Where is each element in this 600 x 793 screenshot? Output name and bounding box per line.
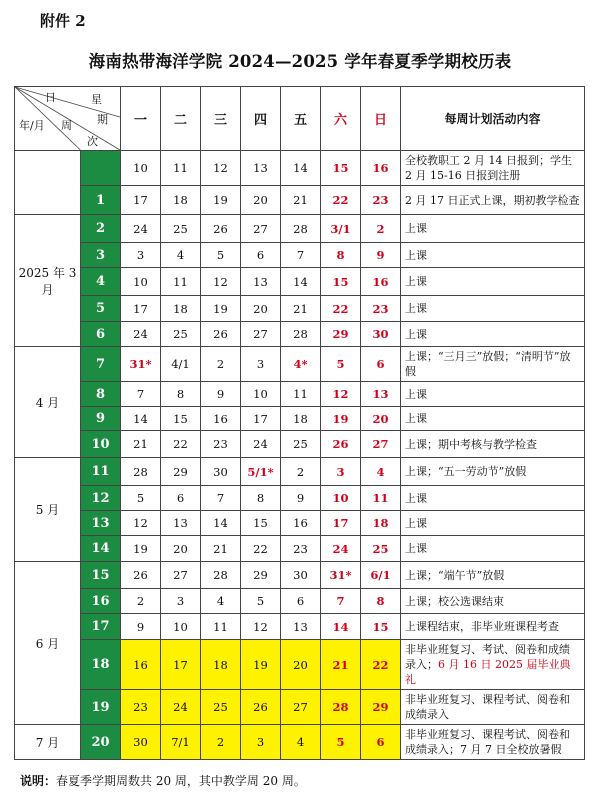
day-cell: 14 [281,151,321,186]
day-cell: 26 [121,562,161,589]
day-cell: 26 [321,431,361,458]
table-row [15,407,585,431]
table-row [15,640,585,690]
activity-text: 非毕业班复习、考试、阅卷和成绩录入； [405,643,570,671]
week-number-cell: 11 [81,458,121,486]
week-number-cell: 10 [81,431,121,458]
day-cell: 2 [201,725,241,760]
day-cell: 27 [161,562,201,589]
activity-text: 2 月 17 日正式上课，期初教学检查 [405,193,580,207]
corner-xing: 星 [91,93,102,106]
activity-cell [401,562,585,589]
day-cell: 9 [201,382,241,407]
table-row [15,589,585,614]
activity-cell [401,186,585,215]
day-cell: 30 [201,458,241,486]
day-cell: 5 [201,243,241,268]
month-cell [15,151,81,215]
day-cell: 4/1 [161,347,201,382]
week-number-cell: 16 [81,589,121,614]
day-cell: 16 [361,151,401,186]
activity-text: 上课 [405,222,427,235]
week-number-cell [81,151,121,186]
week-number-cell: 17 [81,614,121,640]
day-cell: 13 [161,511,201,536]
table-row [15,614,585,640]
day-cell: 7/1 [161,725,201,760]
day-cell: 2 [201,347,241,382]
week-number-cell: 3 [81,243,121,268]
day-cell: 28 [321,690,361,725]
activity-text: 非毕业班复习、课程考试、阅卷和成绩录入；7 月 7 日全校放暑假 [405,728,570,756]
header-row [15,87,585,151]
day-cell: 14 [321,614,361,640]
day-cell: 28 [281,322,321,347]
day-cell: 13 [241,151,281,186]
corner-ri: 日 [45,91,56,104]
day-cell: 4 [281,725,321,760]
day-cell: 4* [281,347,321,382]
day-cell: 4 [201,589,241,614]
month-cell: 5 月 [15,458,81,562]
day-cell: 18 [281,407,321,431]
day-cell: 9 [281,486,321,511]
day-cell: 23 [361,186,401,215]
day-cell: 28 [121,458,161,486]
day-cell: 2 [121,589,161,614]
day-cell: 8 [321,243,361,268]
table-row [15,536,585,562]
week-number-cell: 14 [81,536,121,562]
day-cell: 5 [321,347,361,382]
day-cell: 20 [241,186,281,215]
activity-text: 上课 [405,327,427,341]
day-cell: 11 [161,268,201,296]
day-cell: 30 [361,322,401,347]
activity-text: 上课；“端午节”放假 [405,568,505,582]
activity-text: 上课 [405,542,427,555]
attachment-label: 附件 2 [40,12,86,30]
day-cell: 4 [161,243,201,268]
day-cell: 18 [201,640,241,690]
day-cell: 11 [161,151,201,186]
day-cell: 29 [241,562,281,589]
day-cell: 18 [361,511,401,536]
page-title: 海南热带海洋学院 2024—2025 学年春夏季学期校历表 [88,52,512,71]
day-cell: 15 [241,511,281,536]
day-cell: 24 [241,431,281,458]
activity-cell [401,322,585,347]
activity-cell [401,215,585,243]
day-cell: 2 [281,458,321,486]
day-cell: 6 [241,243,281,268]
day-cell: 25 [161,215,201,243]
day-header: 一 [121,87,161,151]
day-cell: 16 [281,511,321,536]
day-cell: 25 [281,431,321,458]
day-cell: 22 [321,186,361,215]
week-number-cell: 18 [81,640,121,690]
corner-qi: 期 [97,113,108,126]
table-row [15,486,585,511]
day-cell: 31* [321,562,361,589]
table-row [15,268,585,296]
day-cell: 12 [241,614,281,640]
day-cell: 24 [121,215,161,243]
activity-text: 上课 [405,412,427,425]
day-cell: 19 [241,640,281,690]
corner-zhou: 周 [61,119,72,132]
day-cell: 29 [361,690,401,725]
day-cell: 12 [201,151,241,186]
week-number-cell: 12 [81,486,121,511]
day-cell: 9 [361,243,401,268]
table-row [15,511,585,536]
day-cell: 5 [321,725,361,760]
week-number-cell: 1 [81,186,121,215]
activity-cell [401,536,585,562]
day-cell: 18 [161,296,201,322]
day-cell: 31* [121,347,161,382]
day-cell: 24 [121,322,161,347]
activity-cell [401,458,585,486]
day-cell: 3 [121,243,161,268]
activity-cell [401,347,585,382]
day-header: 五 [281,87,321,151]
day-cell: 14 [201,511,241,536]
day-cell: 12 [321,382,361,407]
day-cell: 17 [321,511,361,536]
day-cell: 27 [241,215,281,243]
day-cell: 8 [361,589,401,614]
activity-header: 每周计划活动内容 [401,87,585,151]
day-cell: 18 [161,186,201,215]
day-cell: 25 [361,536,401,562]
table-row [15,347,585,382]
day-cell: 17 [241,407,281,431]
day-cell: 22 [161,431,201,458]
footnote [20,772,306,789]
day-cell: 25 [201,690,241,725]
day-cell: 27 [241,322,281,347]
activity-cell [401,243,585,268]
day-cell: 19 [321,407,361,431]
day-cell: 13 [361,382,401,407]
day-cell: 10 [241,382,281,407]
activity-text: 上课；期中考核与教学检查 [405,437,537,451]
table-row [15,186,585,215]
day-cell: 6 [281,589,321,614]
day-cell: 24 [161,690,201,725]
calendar-table [14,86,585,760]
day-cell: 26 [201,215,241,243]
activity-cell [401,268,585,296]
corner-cell [15,87,121,151]
month-cell: 7 月 [15,725,81,760]
activity-cell [401,407,585,431]
day-cell: 21 [201,536,241,562]
activity-text: 上课 [405,387,427,401]
week-number-cell: 19 [81,690,121,725]
day-cell: 10 [121,151,161,186]
day-cell: 26 [241,690,281,725]
activity-cell [401,151,585,186]
day-cell: 17 [121,296,161,322]
day-cell: 3 [241,725,281,760]
day-cell: 29 [161,458,201,486]
footnote-label: 说明： [20,774,57,788]
day-cell: 15 [361,614,401,640]
day-cell: 19 [201,296,241,322]
day-header: 三 [201,87,241,151]
corner-nianyue: 年/月 [19,119,45,132]
day-cell: 20 [281,640,321,690]
day-cell: 7 [321,589,361,614]
activity-cell [401,382,585,407]
day-cell: 10 [161,614,201,640]
week-number-cell: 2 [81,215,121,243]
table-row [15,725,585,760]
activity-cell [401,589,585,614]
day-cell: 8 [241,486,281,511]
activity-cell [401,640,585,690]
day-cell: 7 [201,486,241,511]
activity-cell [401,614,585,640]
activity-cell [401,725,585,760]
week-number-cell: 9 [81,407,121,431]
activity-cell [401,431,585,458]
activity-text: 上课 [405,491,427,505]
activity-text: 上课 [405,516,427,530]
day-cell: 30 [281,562,321,589]
day-cell: 9 [121,614,161,640]
day-cell: 3 [161,589,201,614]
day-cell: 5 [121,486,161,511]
day-cell: 6 [361,347,401,382]
day-cell: 28 [201,562,241,589]
table-row [15,322,585,347]
day-header: 六 [321,87,361,151]
day-cell: 16 [361,268,401,296]
week-number-cell: 7 [81,347,121,382]
day-cell: 15 [161,407,201,431]
day-cell: 21 [121,431,161,458]
week-number-cell: 6 [81,322,121,347]
day-cell: 17 [161,640,201,690]
day-cell: 15 [321,268,361,296]
day-cell: 8 [161,382,201,407]
activity-highlight: 6 月 16 日 2025 届毕业典礼 [405,658,571,686]
day-cell: 17 [121,186,161,215]
day-cell: 3 [241,347,281,382]
day-header: 日 [361,87,401,151]
day-cell: 20 [161,536,201,562]
corner-ci: 次 [87,135,98,148]
day-cell: 13 [241,268,281,296]
day-cell: 3/1 [321,215,361,243]
day-cell: 10 [121,268,161,296]
day-cell: 21 [281,186,321,215]
table-row [15,296,585,322]
day-cell: 23 [361,296,401,322]
day-header: 四 [241,87,281,151]
activity-text: 上课 [405,302,427,315]
day-cell: 22 [241,536,281,562]
day-cell: 10 [321,486,361,511]
table-row [15,458,585,486]
table-row [15,215,585,243]
day-header: 二 [161,87,201,151]
day-cell: 28 [281,215,321,243]
table-row [15,243,585,268]
activity-text: 上课；“五一劳动节”放假 [405,465,527,478]
day-cell: 30 [121,725,161,760]
day-cell: 6/1 [361,562,401,589]
day-cell: 11 [201,614,241,640]
day-cell: 12 [201,268,241,296]
day-cell: 4 [361,458,401,486]
day-cell: 16 [121,640,161,690]
activity-text: 上课程结束，非毕业班课程考查 [405,620,559,633]
activity-cell [401,486,585,511]
month-cell: 2025 年 3 月 [15,215,81,347]
day-cell: 19 [201,186,241,215]
day-cell: 5/1* [241,458,281,486]
day-cell: 23 [121,690,161,725]
footnote-text: 春夏季学期周数共 20 周，其中教学周 20 周。 [56,774,306,788]
activity-text: 上课；“三月三”放假；“清明节”放假 [405,350,571,378]
activity-text: 非毕业班复习、课程考试、阅卷和成绩录入 [405,693,570,721]
activity-cell [401,296,585,322]
day-cell: 5 [241,589,281,614]
day-cell: 6 [161,486,201,511]
day-cell: 13 [281,614,321,640]
day-cell: 20 [361,407,401,431]
table-row [15,690,585,725]
day-cell: 24 [321,536,361,562]
day-cell: 22 [361,640,401,690]
day-cell: 23 [201,431,241,458]
activity-text: 上课；校公选课结束 [405,594,504,608]
activity-cell [401,690,585,725]
day-cell: 22 [321,296,361,322]
day-cell: 14 [121,407,161,431]
week-number-cell: 5 [81,296,121,322]
table-row [15,151,585,186]
month-cell: 4 月 [15,347,81,458]
activity-text: 全校教职工 2 月 14 日报到；学生 2 月 15-16 日报到注册 [405,154,572,182]
day-cell: 20 [241,296,281,322]
day-cell: 3 [321,458,361,486]
day-cell: 26 [201,322,241,347]
calendar-body [15,151,585,760]
day-cell: 21 [321,640,361,690]
day-cell: 23 [281,536,321,562]
day-cell: 7 [121,382,161,407]
week-number-cell: 8 [81,382,121,407]
day-cell: 14 [281,268,321,296]
day-cell: 19 [121,536,161,562]
activity-text: 上课 [405,275,427,288]
day-cell: 27 [281,690,321,725]
day-cell: 11 [281,382,321,407]
day-cell: 25 [161,322,201,347]
day-cell: 21 [281,296,321,322]
table-row [15,431,585,458]
day-cell: 11 [361,486,401,511]
day-cell: 2 [361,215,401,243]
table-row [15,382,585,407]
day-cell: 16 [201,407,241,431]
week-number-cell: 20 [81,725,121,760]
day-cell: 12 [121,511,161,536]
activity-cell [401,511,585,536]
week-number-cell: 15 [81,562,121,589]
week-number-cell: 13 [81,511,121,536]
day-cell: 15 [321,151,361,186]
table-row [15,562,585,589]
day-cell: 7 [281,243,321,268]
day-cell: 6 [361,725,401,760]
week-number-cell: 4 [81,268,121,296]
month-cell: 6 月 [15,562,81,725]
day-cell: 29 [321,322,361,347]
activity-text: 上课 [405,248,427,262]
day-cell: 27 [361,431,401,458]
